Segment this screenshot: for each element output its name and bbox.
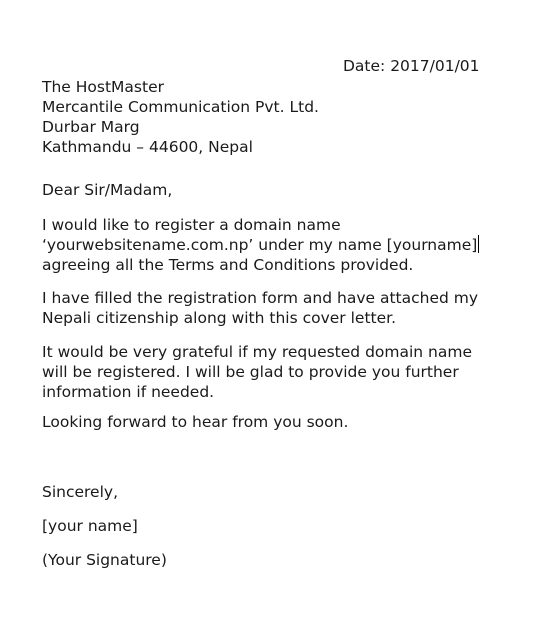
paragraph-line: information if needed. xyxy=(42,383,215,401)
paragraph-attachments xyxy=(42,288,478,328)
recipient-address xyxy=(42,77,319,157)
paragraph-gratitude xyxy=(42,342,472,402)
paragraph-line-with-cursor xyxy=(42,235,479,255)
salutation: Dear Sir/Madam, xyxy=(42,181,173,199)
text-cursor xyxy=(478,235,479,253)
letter-date: Date: 2017/01/01 xyxy=(343,57,480,75)
address-line-company: Mercantile Communication Pvt. Ltd. xyxy=(42,98,319,116)
closing-phrase: Sincerely, xyxy=(42,483,119,501)
signature-placeholder: (Your Signature) xyxy=(42,551,167,569)
paragraph-closing-remark: Looking forward to hear from you soon. xyxy=(42,413,349,431)
paragraph-line: agreeing all the Terms and Conditions provided. xyxy=(42,256,414,274)
paragraph-domain-request xyxy=(42,215,479,275)
paragraph-line: I would like to register a domain name xyxy=(42,216,341,234)
paragraph-line: I have filled the registration form and have attached my xyxy=(42,289,479,307)
paragraph-line: It would be very grateful if my requested domain name xyxy=(42,343,472,361)
paragraph-line: will be registered. I will be glad to provide you further xyxy=(42,363,459,381)
address-line-city: Kathmandu – 44600, Nepal xyxy=(42,138,253,156)
sender-name-placeholder: [your name] xyxy=(42,517,138,535)
paragraph-line: Nepali citizenship along with this cover letter. xyxy=(42,309,397,327)
address-line-recipient: The HostMaster xyxy=(42,78,164,96)
paragraph-line: ‘yourwebsitename.com.np’ under my name [yourname] xyxy=(42,236,478,254)
address-line-street: Durbar Marg xyxy=(42,118,140,136)
